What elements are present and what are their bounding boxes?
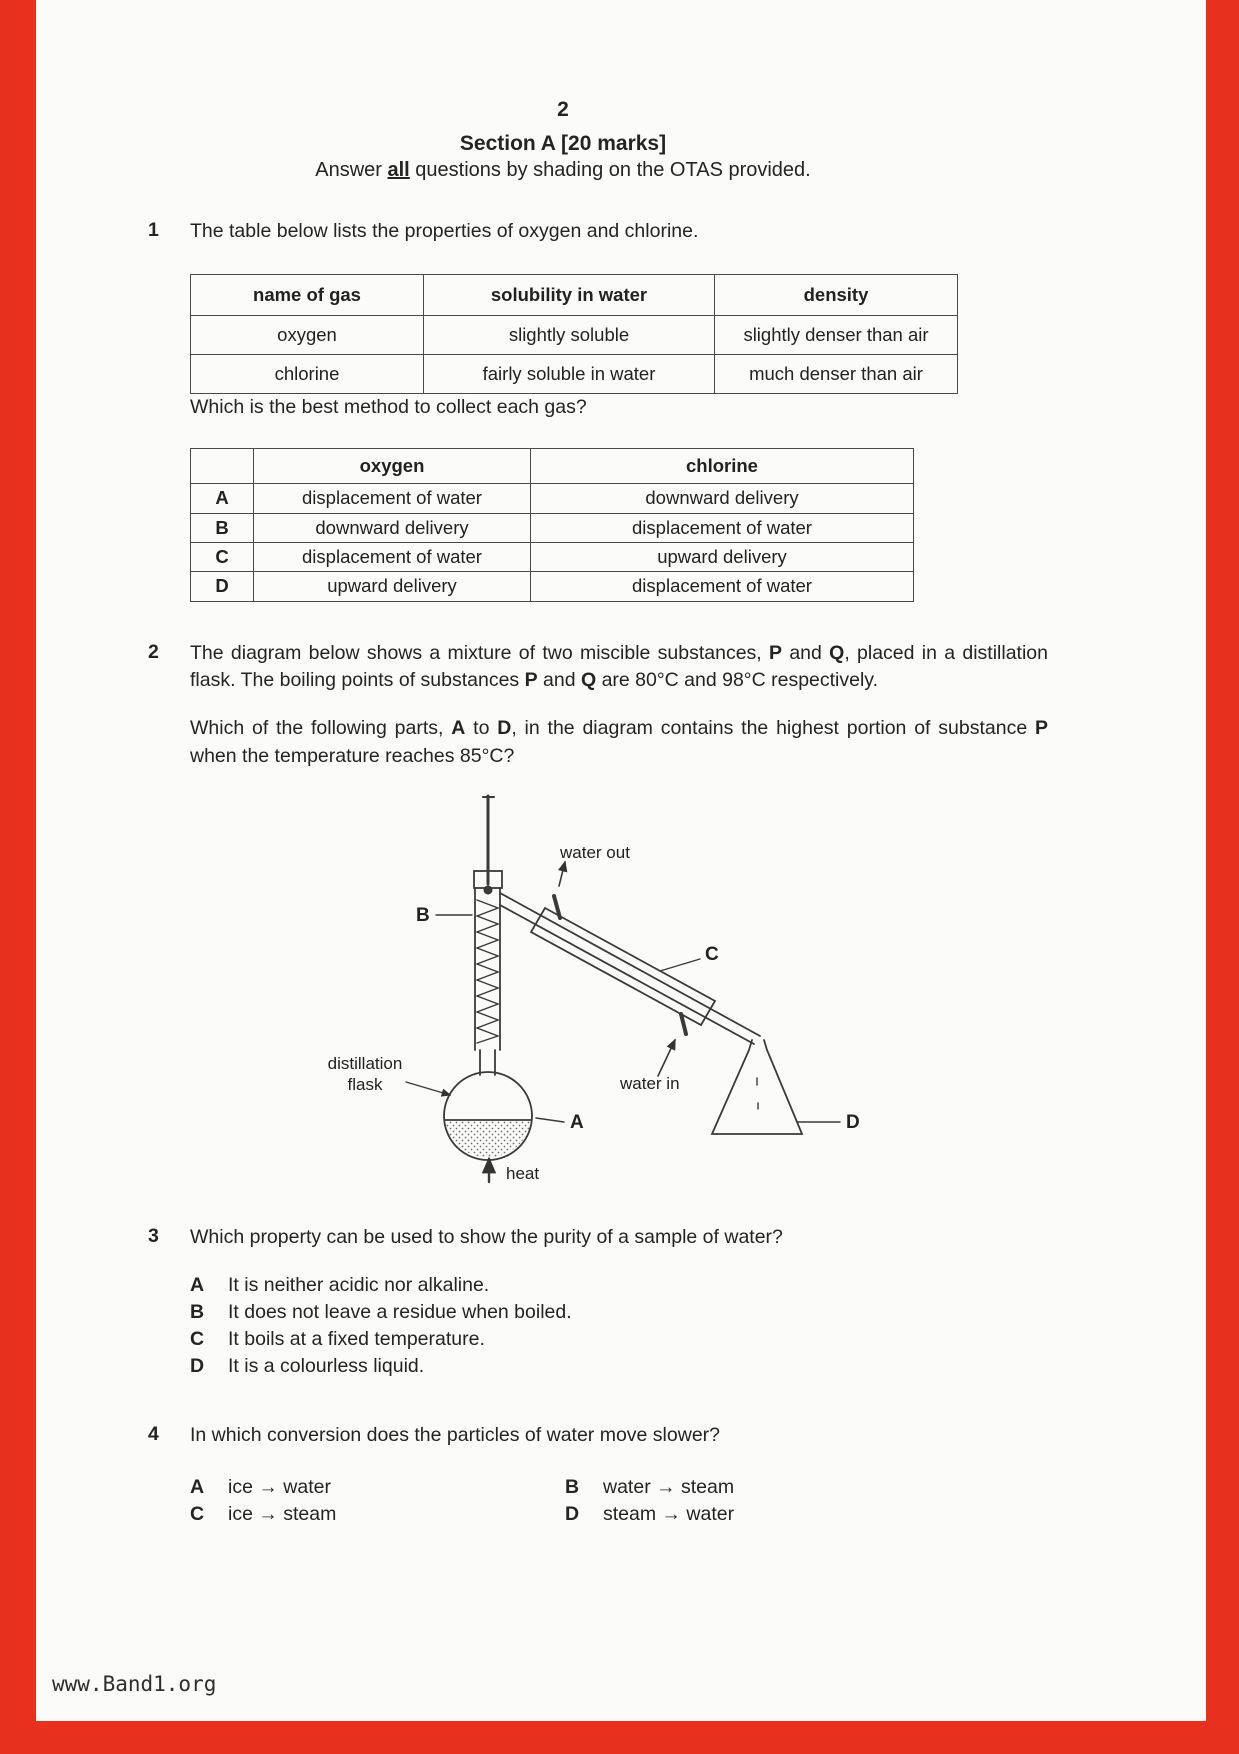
option-b bbox=[190, 1299, 1048, 1326]
question-4 bbox=[148, 1422, 1048, 1528]
pointer-line-a bbox=[536, 1118, 564, 1122]
col-header-solubility: solubility in water bbox=[424, 274, 715, 315]
question-number: 1 bbox=[148, 219, 159, 241]
collection-methods-table bbox=[190, 448, 914, 601]
table-cell: chlorine bbox=[191, 355, 424, 394]
option-letter: D bbox=[190, 1354, 205, 1377]
option-letter: B bbox=[190, 1300, 205, 1323]
table-cell: downward delivery bbox=[254, 513, 531, 542]
table-row bbox=[191, 449, 914, 484]
diagram-label-heat: heat bbox=[506, 1164, 540, 1184]
footer-url: www.Band1.org bbox=[52, 1672, 217, 1696]
option-text: It is neither acidic nor alkaline. bbox=[228, 1273, 490, 1296]
option-text: water → steam bbox=[603, 1475, 735, 1498]
options-list bbox=[190, 1272, 1048, 1380]
question-number: 3 bbox=[148, 1225, 159, 1248]
option-letter: A bbox=[190, 1475, 205, 1498]
table-cell: displacement of water bbox=[531, 572, 914, 601]
option-text: ice → steam bbox=[228, 1502, 337, 1525]
option-text: It is a colourless liquid. bbox=[228, 1354, 425, 1377]
option-letter: C bbox=[191, 542, 254, 571]
option-d bbox=[565, 1501, 1048, 1528]
instructions-text: questions by shading on the OTAS provided. bbox=[409, 159, 811, 181]
option-letter: A bbox=[191, 484, 254, 513]
table-row bbox=[191, 484, 914, 513]
flask-label-pointer bbox=[406, 1082, 450, 1095]
conical-flask bbox=[712, 1040, 802, 1134]
red-border-right bbox=[1206, 0, 1239, 1754]
table-cell: slightly soluble bbox=[424, 315, 715, 354]
water-out-arrow bbox=[559, 862, 565, 886]
question-1 bbox=[148, 218, 1048, 602]
distillation-diagram bbox=[308, 788, 888, 1188]
pointer-line-c bbox=[660, 959, 700, 971]
question-text: Which of the following parts, A to D, in the diagram contains the highest portion of substance P when the temperature reaches 85°C? bbox=[190, 716, 1048, 767]
water-in-arrow bbox=[658, 1040, 675, 1076]
flask-liquid bbox=[445, 1120, 532, 1157]
distillation-flask-bulb bbox=[444, 1072, 532, 1160]
condenser bbox=[500, 893, 760, 1044]
red-border-left bbox=[0, 0, 36, 1754]
option-text: steam → water bbox=[603, 1502, 735, 1525]
option-a bbox=[190, 1272, 1048, 1299]
col-header-chlorine: chlorine bbox=[531, 449, 914, 484]
col-header-oxygen: oxygen bbox=[254, 449, 531, 484]
question-2 bbox=[148, 640, 1048, 1189]
option-text: It does not leave a residue when boiled. bbox=[228, 1300, 572, 1323]
diagram-label-distillation: distillation bbox=[327, 1054, 403, 1074]
options-grid bbox=[190, 1474, 1048, 1528]
option-a bbox=[190, 1474, 565, 1501]
thermometer-bulb bbox=[484, 886, 493, 895]
table-cell: displacement of water bbox=[254, 484, 531, 513]
page-number: 2 bbox=[557, 98, 569, 121]
option-letter: B bbox=[191, 513, 254, 542]
question-text: The table below lists the properties of oxygen and chlorine. bbox=[190, 220, 699, 242]
option-letter: B bbox=[565, 1475, 580, 1498]
table-row bbox=[191, 355, 958, 394]
red-border-bottom bbox=[0, 1721, 1239, 1754]
instructions bbox=[148, 159, 978, 182]
option-b bbox=[565, 1474, 1048, 1501]
col-header-name-of-gas: name of gas bbox=[191, 274, 424, 315]
diagram-label-b: B bbox=[416, 905, 430, 927]
table-cell: oxygen bbox=[191, 315, 424, 354]
diagram-label-c: C bbox=[705, 944, 719, 966]
table-cell: fairly soluble in water bbox=[424, 355, 715, 394]
question-text: Which property can be used to show the purity of a sample of water? bbox=[190, 1226, 783, 1249]
diagram-label-flask: flask bbox=[347, 1075, 383, 1095]
table-cell: slightly denser than air bbox=[715, 315, 958, 354]
column-packing bbox=[477, 900, 498, 1043]
table-cell: downward delivery bbox=[531, 484, 914, 513]
table-row bbox=[191, 315, 958, 354]
diagram-label-a: A bbox=[570, 1112, 584, 1134]
table-row bbox=[191, 572, 914, 601]
option-letter: D bbox=[565, 1502, 580, 1525]
table-row bbox=[191, 542, 914, 571]
option-letter: A bbox=[190, 1273, 205, 1296]
question-text: The diagram below shows a mixture of two miscible substances, P and Q, placed in a distillation flask. The boiling points of substances P and Q are 80°C and 98°C respectively. bbox=[190, 641, 1048, 692]
question-number: 2 bbox=[148, 640, 159, 663]
option-text: It boils at a fixed temperature. bbox=[228, 1327, 485, 1350]
question-number: 4 bbox=[148, 1422, 159, 1445]
table-cell: displacement of water bbox=[254, 542, 531, 571]
option-d bbox=[190, 1353, 1048, 1380]
question-3 bbox=[148, 1224, 1048, 1380]
question-subtext: Which is the best method to collect each gas? bbox=[190, 396, 587, 419]
table-cell: upward delivery bbox=[531, 542, 914, 571]
diagram-label-water-out: water out bbox=[560, 843, 630, 863]
gas-properties-table bbox=[190, 274, 958, 395]
option-c bbox=[190, 1326, 1048, 1353]
option-letter: C bbox=[190, 1327, 205, 1350]
col-header-density: density bbox=[715, 274, 958, 315]
table-row bbox=[191, 274, 958, 315]
table-cell: displacement of water bbox=[531, 513, 914, 542]
instructions-text: Answer bbox=[315, 159, 388, 181]
option-c bbox=[190, 1501, 565, 1528]
table-cell: much denser than air bbox=[715, 355, 958, 394]
option-letter: C bbox=[190, 1502, 205, 1525]
col-header-blank bbox=[191, 449, 254, 484]
diagram-label-water-in: water in bbox=[620, 1074, 680, 1094]
option-letter: D bbox=[191, 572, 254, 601]
fractionating-column bbox=[475, 888, 500, 1050]
table-cell: upward delivery bbox=[254, 572, 531, 601]
page-content bbox=[148, 98, 1048, 1528]
option-text: ice → water bbox=[228, 1475, 331, 1498]
section-title: Section A [20 marks] bbox=[459, 132, 667, 155]
question-text: In which conversion does the particles of water move slower? bbox=[190, 1423, 721, 1446]
diagram-label-d: D bbox=[846, 1112, 860, 1134]
instructions-bold-all: all bbox=[387, 159, 410, 181]
table-row bbox=[191, 513, 914, 542]
